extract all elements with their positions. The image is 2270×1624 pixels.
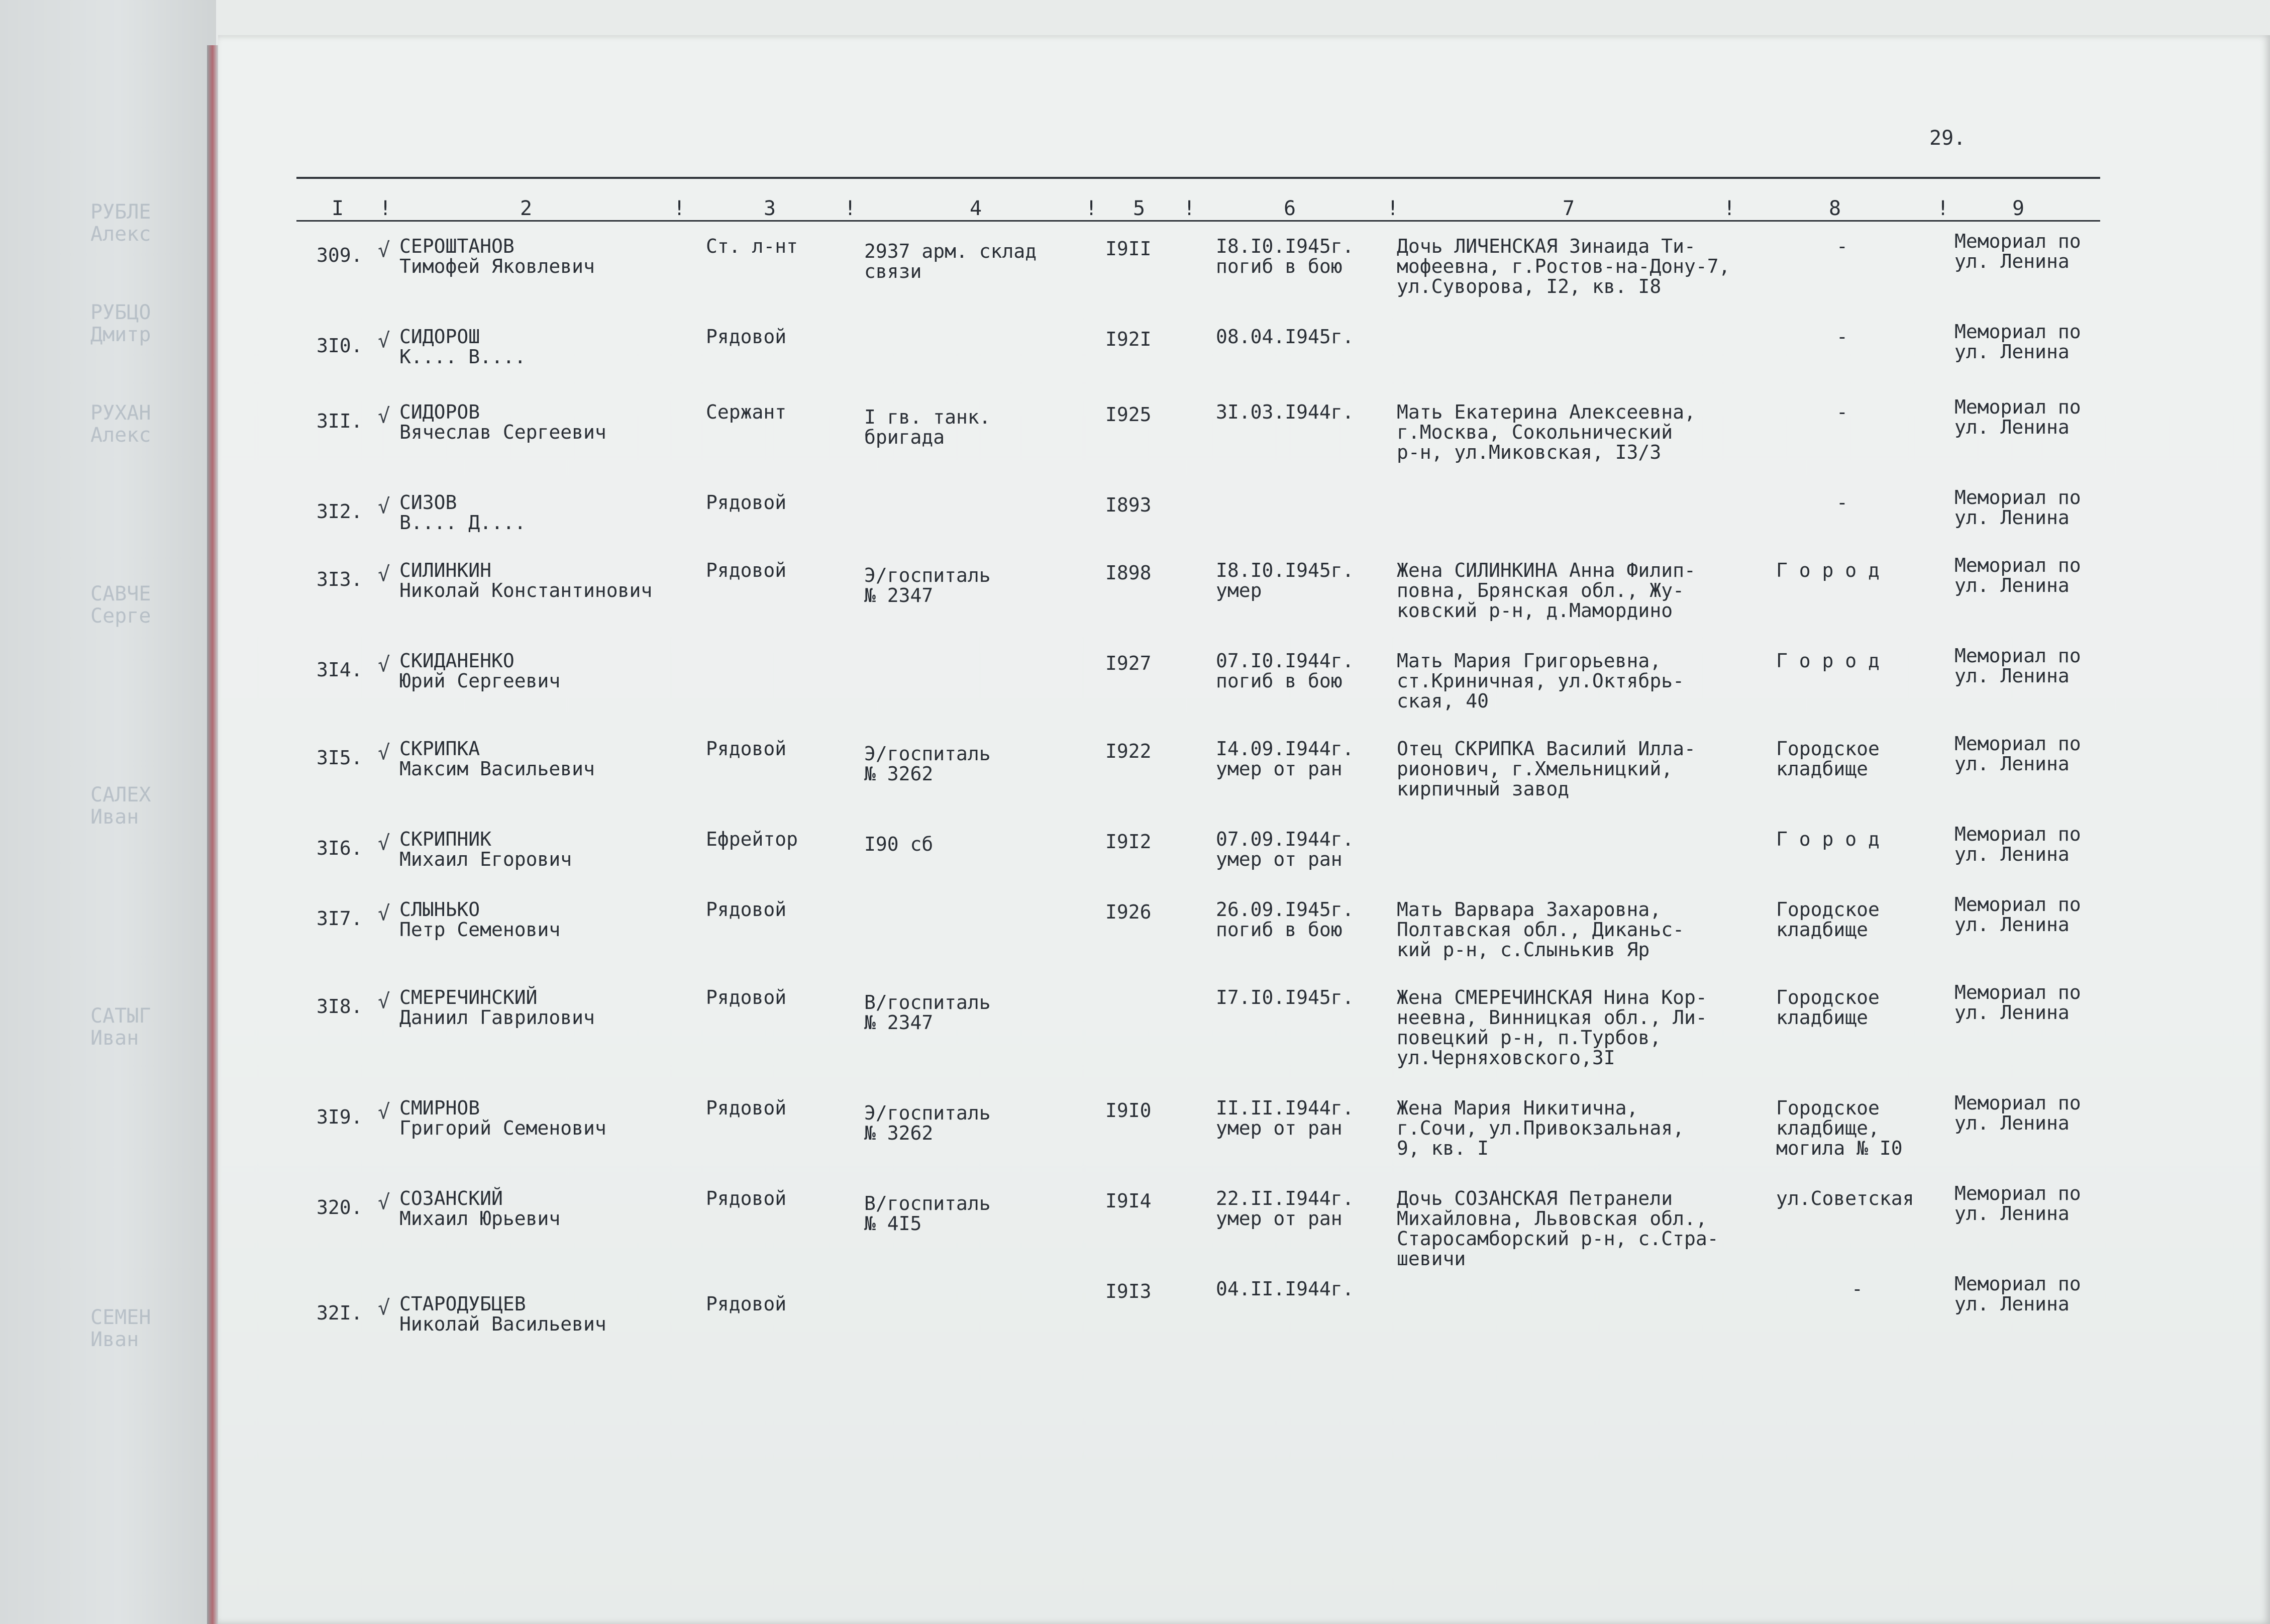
- cell-num: 320.: [317, 1196, 363, 1219]
- cell-memorial: Мемориал по ул. Ленина: [1954, 1092, 2081, 1134]
- cell-num: 3II.: [317, 410, 363, 432]
- cell-death: 22.II.I944г. умер от ран: [1216, 1187, 1354, 1230]
- cell-surname: СКРИПКА: [399, 738, 480, 760]
- cell-year: I898: [1105, 562, 1152, 584]
- cell-death: I4.09.I944г. умер от ран: [1216, 738, 1354, 780]
- cell-given: Николай Константинович: [399, 579, 653, 601]
- cell-num: 3I9.: [317, 1106, 363, 1128]
- cell-burial: -: [1851, 1278, 1863, 1300]
- check-mark-icon: √: [378, 495, 390, 518]
- cell-burial: -: [1836, 326, 1848, 348]
- faded-text: СЕМЕН Иван: [90, 1306, 151, 1351]
- cell-memorial: Мемориал по ул. Ленина: [1954, 733, 2081, 775]
- cell-num: 309.: [317, 244, 363, 266]
- cell-given: Михаил Юрьевич: [399, 1207, 561, 1230]
- cell-death: 26.09.I945г. погиб в бою: [1216, 898, 1354, 941]
- cell-num: 3I5.: [317, 747, 363, 769]
- check-mark-icon: √: [378, 404, 390, 428]
- cell-relative: Дочь СОЗАНСКАЯ Петранели Михайловна, Львовская обл., Старосамборский р-н, с.Стра- шевичи: [1397, 1187, 1719, 1270]
- cell-surname: СМЕРЕЧИНСКИЙ: [399, 986, 538, 1008]
- faded-text: САВЧЕ Серге: [90, 582, 151, 628]
- check-mark-icon: √: [378, 990, 390, 1013]
- cell-rank: Рядовой: [706, 559, 787, 581]
- cell-burial: Городское кладбище, могила № I0: [1776, 1097, 1903, 1159]
- column-header-6: 6: [1284, 197, 1296, 220]
- check-mark-icon: √: [378, 563, 390, 586]
- cell-death: I7.I0.I945г.: [1216, 986, 1354, 1008]
- column-header-4: 4: [970, 197, 982, 220]
- cell-num: 3I0.: [317, 335, 363, 357]
- cell-death: 3I.03.I944г.: [1216, 401, 1354, 423]
- check-mark-icon: √: [378, 1296, 390, 1320]
- cell-memorial: Мемориал по ул. Ленина: [1954, 1273, 2081, 1315]
- faded-text: РУХАН Алекс: [90, 401, 151, 447]
- faded-text: САЛЕХ Иван: [90, 783, 151, 829]
- cell-death: 07.I0.I944г. погиб в бою: [1216, 650, 1354, 692]
- cell-year: I9I0: [1105, 1099, 1152, 1122]
- column-header-3: 3: [764, 197, 776, 220]
- cell-given: Тимофей Яковлевич: [399, 255, 595, 277]
- column-separator: !: [1723, 197, 1736, 220]
- cell-unit: Э/госпиталь № 2347: [864, 564, 991, 606]
- cell-given: Даниил Гаврилович: [399, 1006, 595, 1029]
- cell-surname: СИДОРОШ: [399, 326, 480, 348]
- column-header-2: 2: [520, 197, 533, 220]
- book-spine: [207, 45, 218, 1624]
- cell-relative: Мать Екатерина Алексеевна, г.Москва, Сокольнический р-н, ул.Миковская, I3/3: [1397, 401, 1696, 463]
- header-top-rule: [296, 177, 2100, 179]
- cell-relative: Мать Варвара Захаровна, Полтавская обл., Диканьс- кий р-н, с.Слынькив Яр: [1397, 898, 1684, 961]
- cell-burial: Городское кладбище: [1776, 898, 1880, 941]
- cell-burial: Городское кладбище: [1776, 986, 1880, 1029]
- check-mark-icon: √: [378, 741, 390, 764]
- column-separator: !: [1387, 197, 1399, 220]
- column-separator: !: [1183, 197, 1196, 220]
- cell-year: I927: [1105, 652, 1152, 674]
- cell-memorial: Мемориал по ул. Ленина: [1954, 1182, 2081, 1225]
- column-separator: !: [1085, 197, 1098, 220]
- cell-surname: СИЗОВ: [399, 491, 457, 514]
- cell-burial: Г о р о д: [1776, 650, 1880, 672]
- cell-surname: СКИДАНЕНКО: [399, 650, 514, 672]
- cell-burial: -: [1836, 401, 1848, 423]
- cell-year: I9I4: [1105, 1190, 1152, 1212]
- cell-rank: Рядовой: [706, 491, 787, 514]
- faded-text: РУБЛЕ Алекс: [90, 200, 151, 246]
- cell-rank: Рядовой: [706, 1097, 787, 1119]
- cell-num: 3I8.: [317, 995, 363, 1018]
- cell-year: I9II: [1105, 238, 1152, 260]
- cell-given: В.... Д....: [399, 512, 526, 534]
- cell-num: 3I6.: [317, 837, 363, 859]
- cell-unit: В/госпиталь № 2347: [864, 991, 991, 1034]
- cell-rank: Рядовой: [706, 1187, 787, 1209]
- check-mark-icon: √: [378, 329, 390, 352]
- cell-burial: -: [1836, 491, 1848, 514]
- cell-given: Михаил Егорович: [399, 848, 572, 870]
- cell-surname: СЛЫНЬКО: [399, 898, 480, 921]
- column-separator: !: [1937, 197, 1949, 220]
- cell-relative: Жена Мария Никитична, г.Сочи, ул.Привокзальная, 9, кв. I: [1397, 1097, 1684, 1159]
- cell-unit: 2937 арм. склад связи: [864, 240, 1037, 282]
- cell-year: I925: [1105, 403, 1152, 426]
- cell-memorial: Мемориал по ул. Ленина: [1954, 893, 2081, 936]
- cell-year: I9I3: [1105, 1280, 1152, 1302]
- facing-page: [0, 0, 216, 1624]
- cell-relative: Отец СКРИПКА Василий Илла- рионович, г.Хмельницкий, кирпичный завод: [1397, 738, 1696, 800]
- cell-unit: I90 сб: [864, 833, 934, 855]
- cell-memorial: Мемориал по ул. Ленина: [1954, 230, 2081, 272]
- cell-relative: Мать Мария Григорьевна, ст.Криничная, ул.Октябрь- ская, 40: [1397, 650, 1684, 712]
- check-mark-icon: √: [378, 1191, 390, 1214]
- cell-num: 3I2.: [317, 500, 363, 523]
- cell-surname: СОЗАНСКИЙ: [399, 1187, 503, 1209]
- cell-surname: СМИРНОВ: [399, 1097, 480, 1119]
- cell-year: I922: [1105, 740, 1152, 762]
- cell-burial: Г о р о д: [1776, 828, 1880, 850]
- cell-year: I9I2: [1105, 831, 1152, 853]
- cell-rank: Рядовой: [706, 326, 787, 348]
- cell-unit: Э/госпиталь № 3262: [864, 1102, 991, 1144]
- check-mark-icon: √: [378, 902, 390, 925]
- cell-given: Петр Семенович: [399, 919, 561, 941]
- cell-rank: Ст. л-нт: [706, 235, 798, 257]
- cell-surname: СИДОРОВ: [399, 401, 480, 423]
- cell-surname: СКРИПНИК: [399, 828, 492, 850]
- faded-text: РУБЦО Дмитр: [90, 301, 151, 346]
- cell-memorial: Мемориал по ул. Ленина: [1954, 396, 2081, 438]
- cell-death: 04.II.I944г.: [1216, 1278, 1354, 1300]
- cell-death: 08.04.I945г.: [1216, 326, 1354, 348]
- cell-surname: СЕРОШТАНОВ: [399, 235, 514, 257]
- faded-text: САТЫГ Иван: [90, 1004, 151, 1050]
- cell-unit: I гв. танк. бригада: [864, 406, 991, 448]
- cell-death: II.II.I944г. умер от ран: [1216, 1097, 1354, 1139]
- page-number: 29.: [1929, 127, 1966, 150]
- cell-memorial: Мемориал по ул. Ленина: [1954, 321, 2081, 363]
- cell-surname: СТАРОДУБЦЕВ: [399, 1293, 526, 1315]
- cell-rank: Рядовой: [706, 898, 787, 921]
- cell-surname: СИЛИНКИН: [399, 559, 492, 581]
- check-mark-icon: √: [378, 239, 390, 262]
- column-separator: !: [379, 197, 392, 220]
- cell-rank: Рядовой: [706, 738, 787, 760]
- cell-unit: В/госпиталь № 4I5: [864, 1192, 991, 1235]
- column-separator: !: [844, 197, 857, 220]
- column-header-9: 9: [2012, 197, 2025, 220]
- cell-death: I8.I0.I945г. погиб в бою: [1216, 235, 1354, 277]
- check-mark-icon: √: [378, 1100, 390, 1124]
- cell-rank: Сержант: [706, 401, 787, 423]
- cell-given: Григорий Семенович: [399, 1117, 606, 1139]
- cell-given: Юрий Сергеевич: [399, 670, 561, 692]
- cell-burial: Городское кладбище: [1776, 738, 1880, 780]
- cell-memorial: Мемориал по ул. Ленина: [1954, 486, 2081, 529]
- cell-rank: Ефрейтор: [706, 828, 798, 850]
- cell-burial: ул.Советская: [1776, 1187, 1914, 1209]
- cell-memorial: Мемориал по ул. Ленина: [1954, 981, 2081, 1024]
- cell-death: 07.09.I944г. умер от ран: [1216, 828, 1354, 870]
- cell-given: Вячеслав Сергеевич: [399, 421, 606, 443]
- cell-year: I92I: [1105, 328, 1152, 350]
- cell-death: I8.I0.I945г. умер: [1216, 559, 1354, 601]
- check-mark-icon: √: [378, 832, 390, 855]
- header-bottom-rule: [296, 220, 2100, 222]
- cell-relative: Жена СИЛИНКИНА Анна Филип- повна, Брянская обл., Жу- ковский р-н, д.Мамордино: [1397, 559, 1696, 622]
- check-mark-icon: √: [378, 653, 390, 676]
- cell-given: К.... В....: [399, 346, 526, 368]
- cell-unit: Э/госпиталь № 3262: [864, 743, 991, 785]
- column-header-7: 7: [1563, 197, 1575, 220]
- column-header-5: 5: [1133, 197, 1146, 220]
- cell-rank: Рядовой: [706, 1293, 787, 1315]
- cell-num: 3I7.: [317, 907, 363, 930]
- cell-relative: Дочь ЛИЧЕНСКАЯ Зинаида Ти- мофеевна, г.Ростов-на-Дону-7, ул.Суворова, I2, кв. I8: [1397, 235, 1730, 297]
- cell-rank: Рядовой: [706, 986, 787, 1008]
- cell-burial: -: [1836, 235, 1848, 257]
- cell-given: Максим Васильевич: [399, 758, 595, 780]
- cell-num: 3I3.: [317, 568, 363, 590]
- cell-memorial: Мемориал по ул. Ленина: [1954, 645, 2081, 687]
- column-header-1: I: [332, 197, 344, 220]
- cell-relative: Жена СМЕРЕЧИНСКАЯ Нина Кор- неевна, Винницкая обл., Ли- повецкий р-н, п.Турбов, ул.Черняховского,3I: [1397, 986, 1707, 1069]
- cell-year: I926: [1105, 901, 1152, 923]
- cell-num: 3I4.: [317, 659, 363, 681]
- column-separator: !: [673, 197, 686, 220]
- column-header-8: 8: [1829, 197, 1841, 220]
- cell-burial: Г о р о д: [1776, 559, 1880, 581]
- cell-num: 32I.: [317, 1302, 363, 1324]
- cell-given: Николай Васильевич: [399, 1313, 606, 1335]
- cell-year: I893: [1105, 494, 1152, 516]
- cell-memorial: Мемориал по ул. Ленина: [1954, 823, 2081, 865]
- cell-memorial: Мемориал по ул. Ленина: [1954, 554, 2081, 596]
